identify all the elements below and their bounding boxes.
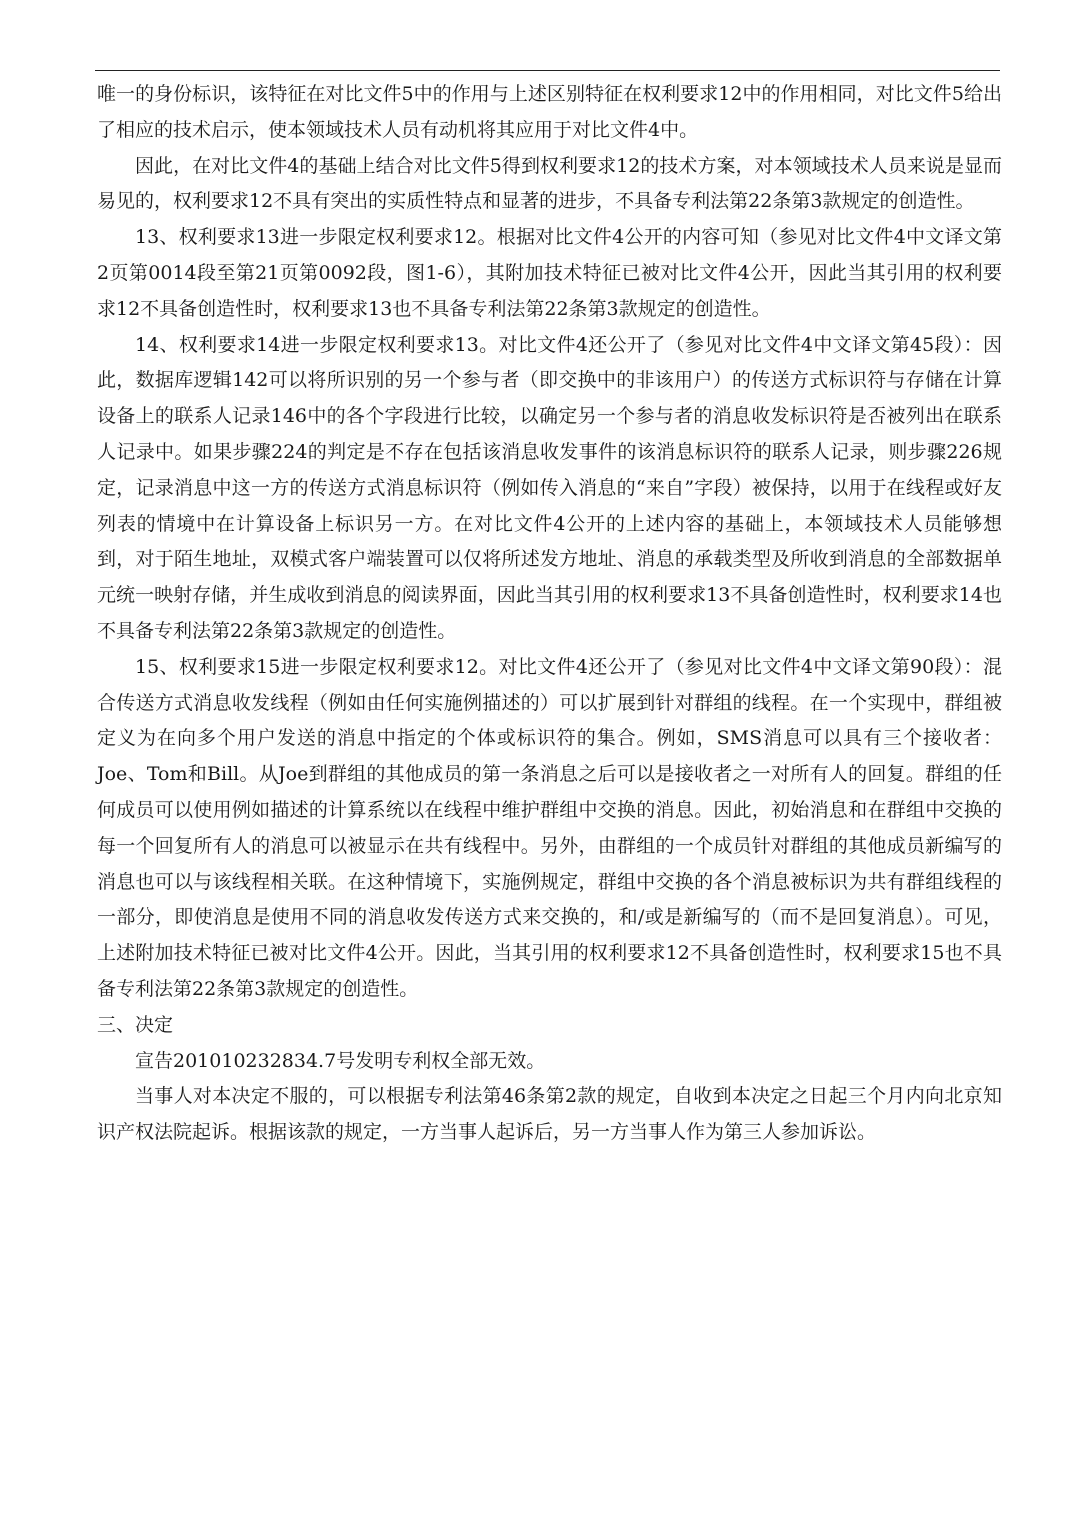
paragraph-appeal-notice: 当事人对本决定不服的，可以根据专利法第46条第2款的规定，自收到本决定之日起三个月内向北京知识产权法院起诉。根据该款的规定，一方当事人起诉后，另一方当事人作为第三人参加诉讼。 bbox=[97, 1085, 1002, 1144]
section-heading-decision: 三、决定 bbox=[97, 1013, 174, 1036]
paragraph-claim-13: 13、权利要求13进一步限定权利要求12。根据对比文件4公开的内容可知（参见对比文件4中文译文第2页第0014段至第21页第0092段，图1-6），其附加技术特征已被对比文件4公开，因此当其引用的权利要求12不具备创造性时，权利要求13也不具备专利法第22条第3款规定的创造性。 bbox=[97, 226, 1002, 320]
paragraph-decision: 宣告201010232834.7号发明专利权全部无效。 bbox=[135, 1049, 546, 1072]
document-body bbox=[97, 77, 1002, 1151]
paragraph-claim-14: 14、权利要求14进一步限定权利要求13。对比文件4还公开了（参见对比文件4中文译文第45段）：因此，数据库逻辑142可以将所识别的另一个参与者（即交换中的非该用户）的传送方式标识符与存储在计算设备上的联系人记录146中的各个字段进行比较，以确定另一个参与者的消息收发标识符是否被列出在联系人记录中。如果步骤224的判定是不存在包括该消息收发事件的该消息标识符的联系人记录，则步骤226规定，记录消息中这一方的传送方式消息标识符（例如传入消息的“来自”字段）被保持，以用于在线程或好友列表的情境中在计算设备上标识另一方。在对比文件4公开的上述内容的基础上，本领域技术人员能够想到，对于陌生地址，双模式客户端装置可以仅将所述发方地址、消息的承载类型及所收到消息的全部数据单元统一映射存储，并生成收到消息的阅读界面，因此当其引用的权利要求13不具备创造性时，权利要求14也不具备专利法第22条第3款规定的创造性。 bbox=[97, 333, 1002, 642]
paragraph-conclusion-claim-12: 因此，在对比文件4的基础上结合对比文件5得到权利要求12的技术方案，对本领域技术人员来说是显而易见的，权利要求12不具有突出的实质性特点和显著的进步，不具备专利法第22条第3款规定的创造性。 bbox=[97, 154, 1002, 213]
paragraph-continuation: 唯一的身份标识，该特征在对比文件5中的作用与上述区别特征在权利要求12中的作用相同，对比文件5给出了相应的技术启示，使本领域技术人员有动机将其应用于对比文件4中。 bbox=[97, 83, 1002, 141]
header-rule bbox=[95, 70, 1000, 71]
paragraph-claim-15: 15、权利要求15进一步限定权利要求12。对比文件4还公开了（参见对比文件4中文译文第90段）：混合传送方式消息收发线程（例如由任何实施例描述的）可以扩展到针对群组的线程。在一个实现中，群组被定义为在向多个用户发送的消息中指定的个体或标识符的集合。例如，SMS消息可以具有三个接收者：Joe、Tom和Bill。从Joe到群组的其他成员的第一条消息之后可以是接收者之一对所有人的回复。群组的任何成员可以使用例如描述的计算系统以在线程中维护群组中交换的消息。因此，初始消息和在群组中交换的每一个回复所有人的消息可以被显示在共有线程中。另外，由群组的一个成员针对群组的其他成员新编写的消息也可以与该线程相关联。在这种情境下，实施例规定，群组中交换的各个消息被标识为共有群组线程的一部分，即使消息是使用不同的消息收发传送方式来交换的，和/或是新编写的（而不是回复消息）。可见，上述附加技术特征已被对比文件4公开。因此，当其引用的权利要求12不具备创造性时，权利要求15也不具备专利法第22条第3款规定的创造性。 bbox=[97, 655, 1002, 1000]
